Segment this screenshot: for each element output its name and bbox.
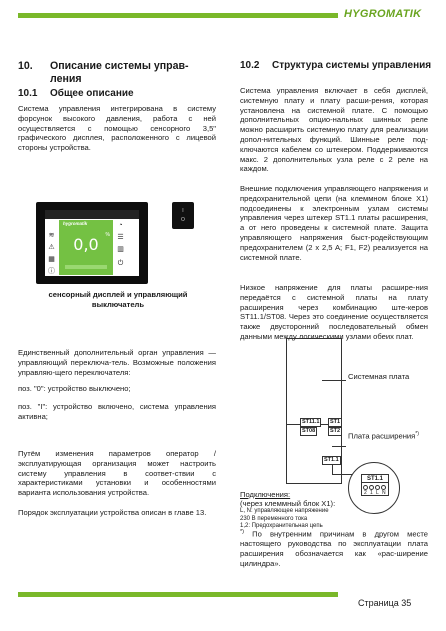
position-0-text: поз. "0": устройство выключено; bbox=[18, 384, 131, 393]
footer-accent-line bbox=[18, 592, 338, 597]
subsection-title: Структура системы управления bbox=[272, 60, 432, 71]
control-structure-diagram bbox=[240, 338, 428, 529]
legend-title: Подключения: bbox=[240, 490, 291, 499]
section-number: 10. bbox=[18, 60, 33, 72]
low-voltage-paragraph: Низкое напряжение для платы расшире-ния передаётся с системной платы на плату расширения через комбинацию ште-керов ST11.1/ST08. Через это соединение осуществляется также двусторонний последовательный обмен данными между логическими узлами обеих плат. bbox=[240, 283, 428, 341]
control-switch-image bbox=[172, 202, 194, 229]
brand-logo: HYGROMATIK bbox=[344, 8, 422, 20]
legend-subtitle: (через клеммный блок X1): bbox=[240, 499, 336, 508]
switch-off-mark: O bbox=[181, 217, 185, 223]
connector-st1-1: ST1.1 bbox=[324, 457, 339, 463]
subsection-number: 10.1 bbox=[18, 88, 38, 99]
info-icon: ⓘ bbox=[48, 268, 55, 275]
display-screen bbox=[45, 210, 139, 276]
terminal-pin-label: 2 bbox=[364, 490, 367, 496]
legend-line: 230 В переменного тока bbox=[240, 515, 308, 522]
connector-st08: ST08 bbox=[302, 428, 316, 434]
operation-order-paragraph: Порядок эксплуатации устройства описан в главе 13. bbox=[18, 508, 207, 517]
switch-on-mark: I bbox=[182, 208, 184, 214]
connector-st11-1: ST11.1 bbox=[302, 419, 320, 425]
terminal-pin-label: L bbox=[376, 490, 379, 496]
subsection-number: 10.2 bbox=[240, 60, 260, 71]
display-brand: hygromatik bbox=[63, 221, 88, 226]
terminal-pin-label: N bbox=[382, 490, 386, 496]
figure-caption: сенсорный дисплей и управляющий выключатель bbox=[48, 290, 188, 309]
sliders-icon: ☰ bbox=[117, 234, 124, 241]
footnote-text: По внутренним причинам в другом месте настоящего руководства по эксплуатации плата расширения обозначается как «рас-ширение цилиндра». bbox=[240, 529, 428, 568]
connections-legend bbox=[240, 490, 360, 531]
legend-line: 1,2: Предохранительная цепь bbox=[240, 523, 323, 529]
leader-expansion-board bbox=[332, 446, 346, 447]
cable-to-terminal bbox=[332, 464, 333, 474]
leader-system-board bbox=[322, 380, 342, 381]
header-accent-line bbox=[18, 13, 338, 18]
legend-line: L, N: управляющее напряжение bbox=[240, 508, 329, 514]
label-expansion-board: Плата расширения*) bbox=[348, 431, 419, 441]
subsection-title: Общее описание bbox=[50, 88, 134, 99]
display-header bbox=[45, 210, 139, 219]
footnote bbox=[240, 528, 428, 569]
parameters-paragraph: Путём изменения параметров оператор / эксплуатирующая организация может настроить систему управления в соответ-ствии с характеристиками установки и особенностями варианта использования устройства. bbox=[18, 449, 216, 498]
terminal-pin-label: 1 bbox=[370, 490, 373, 496]
external-connections-paragraph: Внешние подключения управляющего напряжения и предохранительной цепи (на клеммном блоке X1) подсоединены к электронным узлам системы управления через штекер ST1.1 платы расширения, а от него проведены к системной плате. Защита управляющего напряжения быст-родействующим предохранителем (2 x 2,5 A; F1, F2) реализуется на системной плате. bbox=[240, 184, 428, 262]
header-bar bbox=[0, 0, 446, 30]
touch-display-image bbox=[36, 202, 148, 284]
structure-paragraph: Система управления включает в себя дисплей, системную плату и плату расши-рения, которая установлена на системной плате. С помощью дополнительных опцио-нальных шинных реле можно расширить системную плату для реализации допол-нительных функций. Шинные реле под-ключаются кабелем со штекером. Поддерживаются макс. 2 дополнительных узла реле с 2 реле на каждом. bbox=[240, 86, 428, 174]
footnote-mark: *) bbox=[240, 529, 244, 535]
grid-icon: ▦ bbox=[48, 256, 55, 263]
position-1-text: поз. "I": устройство включено, система управления активна; bbox=[18, 402, 216, 421]
warning-icon: ⚠ bbox=[48, 244, 55, 251]
display-unit: % bbox=[105, 232, 110, 238]
display-value: 0,0 bbox=[73, 235, 99, 254]
display-value-panel bbox=[59, 220, 113, 275]
terminal-title: ST1.1 bbox=[362, 475, 388, 483]
terminal-block-x1 bbox=[361, 474, 389, 496]
connector-st1: ST1 bbox=[330, 419, 341, 425]
switch-paragraph: Единственный дополнительный орган управления — управляющий переключа-тель. Возможные положения управляю-щего переключателя: bbox=[18, 348, 216, 377]
page-number: Страница 35 bbox=[358, 598, 412, 608]
gauge-icon: ◔ bbox=[118, 222, 123, 229]
power-icon: ⏻ bbox=[117, 260, 124, 267]
chart-icon: ▥ bbox=[117, 246, 124, 253]
intro-paragraph: Система управления интегрирована в систему форсунок высокого давления, работа с ней осуществляется с помощью сенсорного 3,5" графического дисплея, расположенного с лицевой стороны устройства. bbox=[18, 104, 216, 153]
label-system-board-1: Системная плата bbox=[348, 372, 410, 381]
display-level-bar bbox=[65, 265, 107, 269]
section-title: Описание системы управ-ления bbox=[50, 60, 189, 85]
wifi-icon: ≋ bbox=[48, 232, 55, 239]
connector-st2: ST2 bbox=[330, 428, 341, 434]
